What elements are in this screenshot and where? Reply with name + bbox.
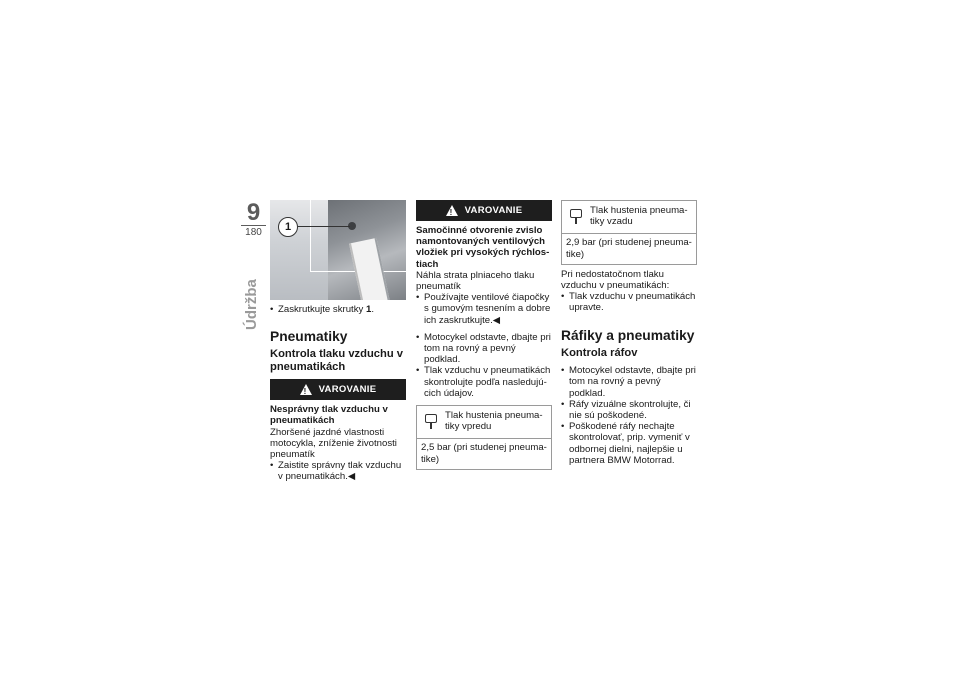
step-park-motorcycle: • Motocykel odstavte, dbajte pri tom na rovný a pevný podklad. — [561, 365, 697, 399]
section-title-rims: Ráfiky a pneumatiky — [561, 327, 695, 343]
warning-banner: ! VAROVANIE — [416, 200, 552, 221]
callout-number: 1 — [278, 217, 298, 237]
warning-title: Samočinné otvorenie zvislo namontovaných ventilových vložiek pri vysokých rýchlostiach — [416, 225, 550, 270]
step-inspect-rims: • Ráfy vizuálne skontrolujte, či nie sú poškodené. — [561, 399, 697, 421]
warning-banner: ! VAROVANIE — [270, 379, 406, 400]
chapter-number: 9 — [246, 199, 261, 226]
warning-title: Nesprávny tlak vzduchu v pneumatikách — [270, 404, 388, 427]
column-1 — [270, 200, 406, 483]
column-3 — [561, 200, 697, 466]
warning-text: Zhoršené jazdné vlastnosti motocykla, zníženie životnosti pneumatík — [270, 426, 397, 461]
spec-value: 2,5 bar (pri studenej pneumatike) — [421, 442, 547, 465]
step-damaged-rims: • Poškodené ráfy nechajte skontrolovať, prip. vymeniť v odbornej dielni, najlepšie u partnera BMW Motorrad. — [561, 421, 697, 466]
chapter-divider — [241, 225, 266, 226]
spec-value: 2,9 bar (pri studenej pneumatike) — [566, 237, 692, 260]
subsection-title-rims: Kontrola ráfov — [561, 346, 638, 359]
warning-bullet: • Zaistite správny tlak vzduchu v pneumatikách.◀ — [270, 460, 406, 482]
subsection-title-pressure: Kontrola tlaku vzduchu v pneumatikách — [270, 348, 404, 373]
spec-front-pressure — [416, 405, 552, 470]
low-pressure-note: Pri nedostatočnom tlaku vzduchu v pneumatikách: — [561, 268, 670, 292]
tire-gauge-icon — [570, 209, 584, 227]
warning-text: Náhla strata plniaceho tlaku pneumatík — [416, 269, 535, 293]
section-title-tires: Pneumatiky — [270, 329, 348, 345]
spec-label: Tlak hustenia pneumatiky vzadu — [590, 205, 688, 228]
step-tighten-bolts: • Zaskrutkujte skrutky 1. — [270, 304, 406, 315]
fork-bolt-photo — [270, 200, 406, 300]
page-number: 180 — [245, 227, 262, 238]
spec-label: Tlak hustenia pneumatiky vpredu — [445, 410, 543, 433]
tire-gauge-icon — [425, 414, 439, 432]
warning-bullet: • Používajte ventilové čiapočky s gumovým tesnením a dobre ich zaskrutkujte.◀ — [416, 292, 552, 326]
warning-icon — [300, 384, 312, 395]
step-check-pressure: • Tlak vzduchu v pneumatikách skontrolujte podľa nasledujúcich údajov. — [416, 365, 552, 399]
step-park-motorcycle: • Motocykel odstavte, dbajte pri tom na rovný a pevný podklad. — [416, 332, 552, 366]
step-adjust-pressure: • Tlak vzduchu v pneumatikách upravte. — [561, 291, 697, 313]
column-2 — [416, 200, 552, 470]
spec-rear-pressure — [561, 200, 697, 265]
warning-icon — [446, 205, 458, 216]
chapter-title: Údržba — [243, 279, 260, 330]
